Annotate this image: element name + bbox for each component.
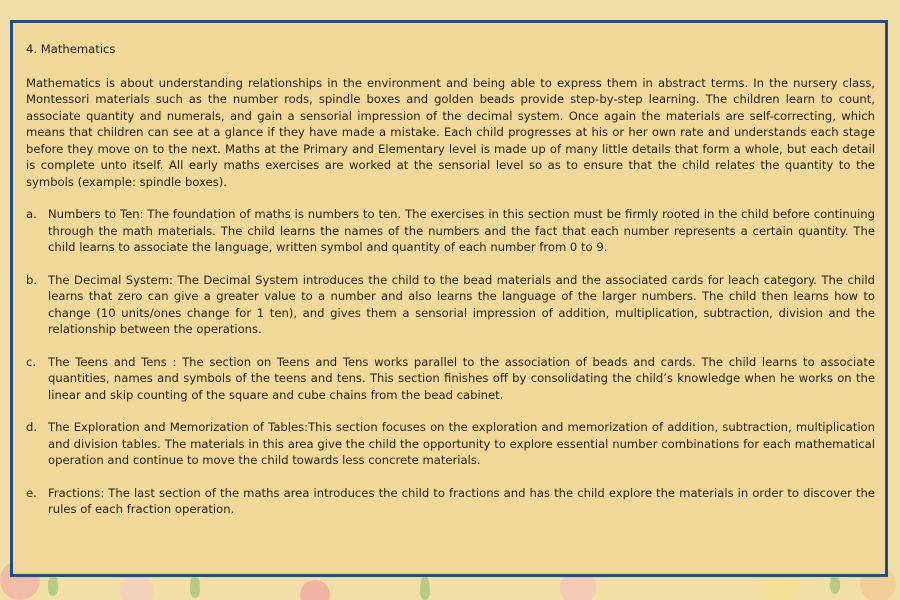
list-item-text: The Exploration and Memorization of Tables:This section focuses on the exploration and memorization of addition, subtraction, multiplication and division tables. The materials in this area give the child the opportunity to explore essential number combinations for each mathematical operation and continue to move the child towards less concrete materials.	[48, 420, 875, 467]
list-item	[26, 206, 875, 256]
list-item	[26, 485, 875, 518]
list-item-marker: a.	[26, 207, 37, 221]
list-item-marker: b.	[26, 272, 38, 287]
flower-icon	[300, 580, 330, 600]
article-body	[26, 41, 875, 534]
list-item-text: The Teens and Tens : The section on Teens and Tens works parallel to the association of beads and cards. The child learns to associate quantities, names and symbols of the teens and tens. This section finishes off by consolidating the child’s knowledge when he works on the linear and skip counting of the square and cube chains from the bead cabinet.	[48, 354, 875, 402]
list-item-marker: c.	[26, 354, 37, 369]
flower-icon	[120, 574, 154, 600]
intro-paragraph: Mathematics is about understanding relationships in the environment and being able to express them in abstract terms. In the nursery class, Montessori materials such as the number rods, spindle boxes and golden beads provide step-by-step learning. The children learn to count, associate quantity and numerals, and gain a sensorial impression of the decimal system. Once again the materials are self-correcting, which means that children can see at a glance if they have made a mistake. Each child progresses at his or her own rate and understands each stage before they move on to the next. Maths at the Primary and Elementary level is made up of many little details that form a whole, but each detail is complete unto itself. All early maths exercises are worked at the sensorial level so as to ensure that the child relates the quantity to the symbols (example: spindle boxes).	[26, 75, 875, 189]
list-item	[26, 419, 875, 469]
list-item-marker: e.	[26, 485, 37, 500]
list-item-text: Fractions: The last section of the maths area introduces the child to fractions and has the child explore the materials in order to discover the rules of each fraction operation.	[48, 485, 875, 516]
leaf-icon	[420, 574, 430, 600]
list-item-marker: d.	[26, 420, 38, 434]
list-item-text: The Decimal System: The Decimal System introduces the child to the bead materials and the associated cards for leach category. The child learns that zero can give a greater value to a number and also learns the language of the larger numbers. The child then learns how to change (10 units/ones change for 1 ten), and gives them a sensorial impression of addition, multiplication, subtraction, division and the relationship between the operations.	[48, 272, 875, 336]
list-item	[26, 272, 875, 338]
content-panel	[10, 20, 888, 577]
list-item	[26, 354, 875, 404]
list-item-text: Numbers to Ten: The foundation of maths is numbers to ten. The exercises in this section must be firmly rooted in the child before continuing through the math materials. The child learns the names of the numbers and the fact that each number represents a certain quantity. The child learns to associate the language, written symbol and quantity of each number from 0 to 9.	[48, 207, 875, 254]
section-heading: 4. Mathematics	[26, 42, 116, 56]
